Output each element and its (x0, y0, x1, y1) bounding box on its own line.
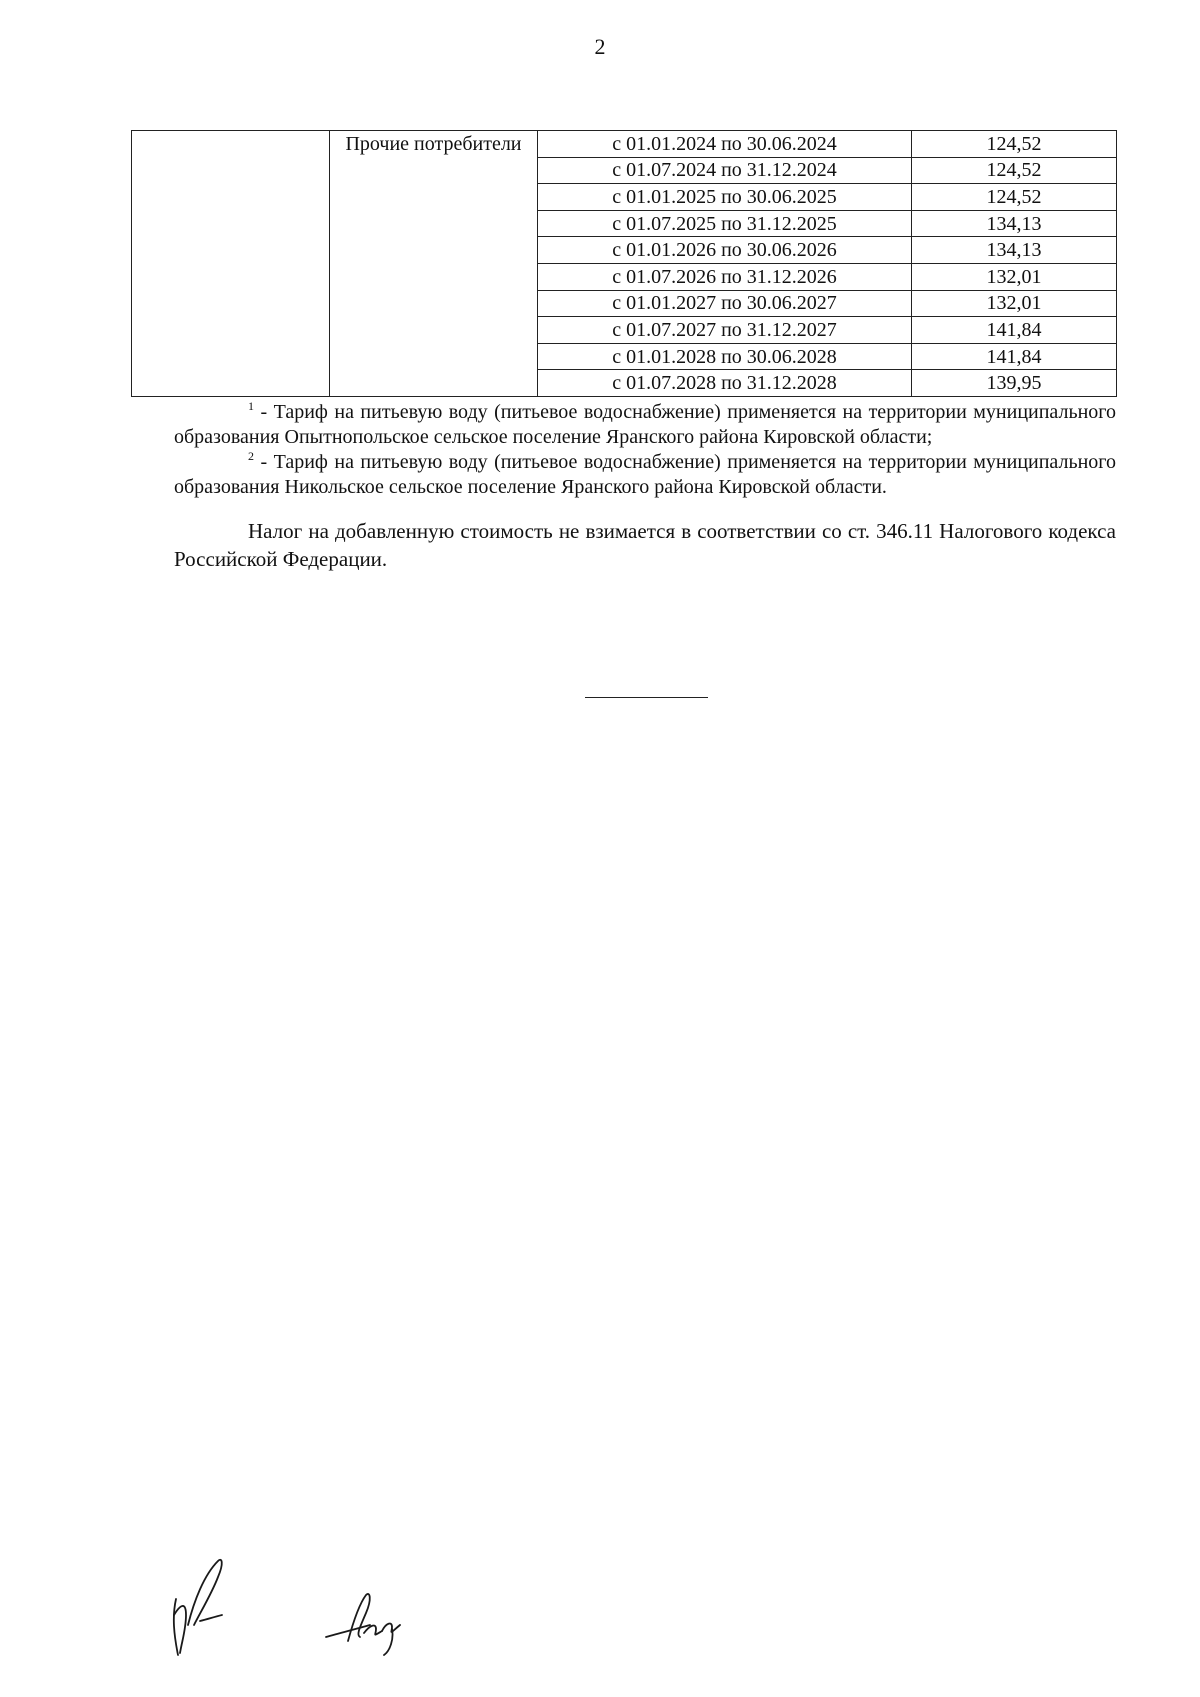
tariff-table-body (132, 131, 1117, 397)
tariff-value-cell: 134,13 (912, 210, 1117, 237)
period-cell: с 01.01.2025 по 30.06.2025 (538, 184, 912, 211)
signatures (160, 1555, 420, 1665)
footnote-text: - Тариф на питьевую воду (питьевое водоснабжение) применяется на территории муниципального образования Никольское сельское поселение Яранского района Кировской области. (174, 451, 1116, 498)
period-cell: с 01.07.2027 по 31.12.2027 (538, 317, 912, 344)
period-cell: с 01.07.2028 по 31.12.2028 (538, 370, 912, 397)
tariff-value-cell: 132,01 (912, 290, 1117, 317)
tariff-value-cell: 134,13 (912, 237, 1117, 264)
consumer-group-cell: Прочие потребители (330, 131, 538, 397)
period-cell: с 01.01.2026 по 30.06.2026 (538, 237, 912, 264)
footnote-mark: 2 (248, 449, 254, 463)
group-cell (132, 131, 330, 397)
vat-note: Налог на добавленную стоимость не взимается в соответствии со ст. 346.11 Налогового кодекса Российской Федерации. (174, 519, 1116, 571)
period-cell: с 01.07.2026 по 31.12.2026 (538, 263, 912, 290)
period-cell: с 01.01.2027 по 30.06.2027 (538, 290, 912, 317)
tariff-value-cell: 124,52 (912, 184, 1117, 211)
tariff-value-cell: 141,84 (912, 343, 1117, 370)
tariff-value-cell: 124,52 (912, 157, 1117, 184)
period-cell: с 01.01.2028 по 30.06.2028 (538, 343, 912, 370)
tariff-value-cell: 141,84 (912, 317, 1117, 344)
footnote-1 (174, 400, 1116, 450)
period-cell: с 01.01.2024 по 30.06.2024 (538, 131, 912, 158)
table-row (132, 131, 1117, 158)
footnote-text: - Тариф на питьевую воду (питьевое водоснабжение) применяется на территории муниципального образования Опытнопольское сельское поселение Яранского района Кировской области; (174, 401, 1116, 448)
period-cell: с 01.07.2024 по 31.12.2024 (538, 157, 912, 184)
tariff-value-cell: 124,52 (912, 131, 1117, 158)
tariff-value-cell: 139,95 (912, 370, 1117, 397)
footnote-mark: 1 (248, 399, 254, 413)
end-rule (585, 697, 708, 698)
footnotes (174, 400, 1116, 573)
tariff-table (131, 130, 1117, 397)
period-cell: с 01.07.2025 по 31.12.2025 (538, 210, 912, 237)
signature-marks (160, 1555, 420, 1665)
page-number: 2 (594, 34, 606, 59)
footnote-2 (174, 450, 1116, 500)
tariff-value-cell: 132,01 (912, 263, 1117, 290)
